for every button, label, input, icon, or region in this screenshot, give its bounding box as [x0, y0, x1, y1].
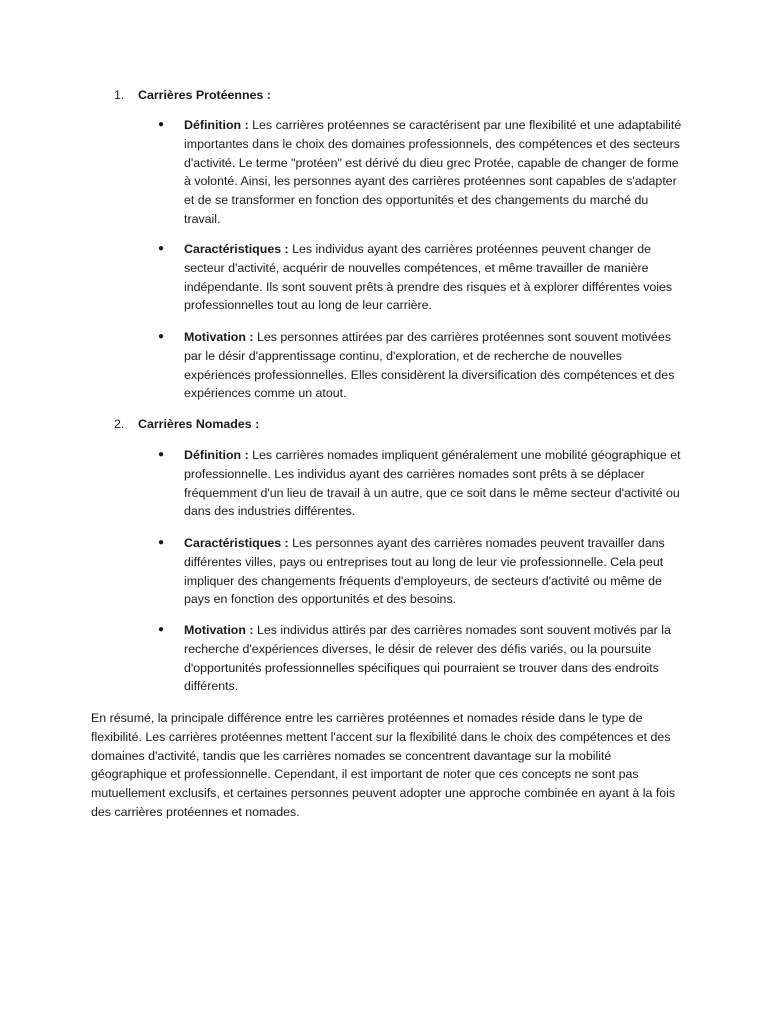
item-term: Définition : [184, 118, 249, 132]
bullet-icon: ● [158, 537, 165, 548]
list-item-body [184, 116, 684, 229]
list-item-body [184, 621, 684, 696]
bullet-icon: ● [158, 624, 165, 635]
bullet-icon: ● [158, 331, 165, 342]
item-term: Définition : [184, 448, 249, 462]
item-term: Caractéristiques : [184, 242, 289, 256]
item-text: Les carrières nomades impliquent généralement une mobilité géographique et professionnelle. Les individus ayant des carrières nomades sont prêts à se déplacer fréquemment d'un lieu de travail à un autre, que ce soit dans le même secteur d'activité ou dans des industries différentes. [184, 448, 681, 519]
section-title: Carrières Nomades : [138, 417, 260, 431]
section-title: Carrières Protéennes : [138, 88, 271, 102]
item-text: Les personnes ayant des carrières nomades peuvent travailler dans différentes villes, pays ou entreprises tout au long de leur vie professionnelle. Cela peut impliquer des changements fréquents d'employeurs, de secteurs d'activité ou même de pays en fonction des opportunités et des besoins. [184, 536, 665, 607]
item-text: Les individus ayant des carrières protéennes peuvent changer de secteur d'activité, acquérir de nouvelles compétences, et même travailler de manière indépendante. Ils sont souvent prêts à prendre des risques et à explorer différentes voies professionnelles tout au long de leur carrière. [184, 242, 673, 313]
section-heading-proteennes [114, 86, 271, 105]
item-text: Les individus attirés par des carrières nomades sont souvent motivés par la recherche d'expériences diverses, le désir de relever des défis variés, ou la poursuite d'opportunités professionnelles spécifiques qui pourraient se trouver dans des endroits différents. [184, 623, 671, 694]
list-item-body [184, 534, 684, 609]
item-term: Motivation : [184, 623, 254, 637]
section-number: 2. [114, 417, 125, 431]
section-number: 1. [114, 88, 125, 102]
bullet-icon: ● [158, 119, 165, 130]
bullet-icon: ● [158, 449, 165, 460]
list-item-body [184, 328, 684, 403]
bullet-icon: ● [158, 243, 165, 254]
list-item-body [184, 240, 684, 315]
item-text: Les personnes attirées par des carrières protéennes sont souvent motivées par le désir d'apprentissage continu, d'exploration, et de recherche de nouvelles expériences professionnelles. Elles considèrent la diversification des compétences et des expériences comme un atout. [184, 330, 675, 401]
section-heading-nomades [114, 415, 259, 434]
item-text: Les carrières protéennes se caractérisent par une flexibilité et une adaptabilité importantes dans le choix des domaines professionnels, des compétences et des secteurs d'activité. Le terme "protéen" est dérivé du dieu grec Protée, capable de changer de forme à volonté. Ainsi, les personnes ayant des carrières protéennes sont capables de s'adapter et de se transformer en fonction des opportunités et des changements du marché du travail. [184, 118, 682, 226]
list-item-body [184, 446, 684, 521]
item-term: Caractéristiques : [184, 536, 289, 550]
item-term: Motivation : [184, 330, 254, 344]
summary-paragraph: En résumé, la principale différence entre les carrières protéennes et nomades réside dans le type de flexibilité. Les carrières protéennes mettent l'accent sur la flexibilité dans le choix des compétences et des domaines d'activité, tandis que les carrières nomades se concentrent davantage sur la mobilité géographique et professionnelle. Cependant, il est important de noter que ces concepts ne sont pas mutuellement exclusifs, et certaines personnes peuvent adopter une approche combinée en ayant à la fois des carrières protéennes et nomades. [91, 711, 676, 819]
